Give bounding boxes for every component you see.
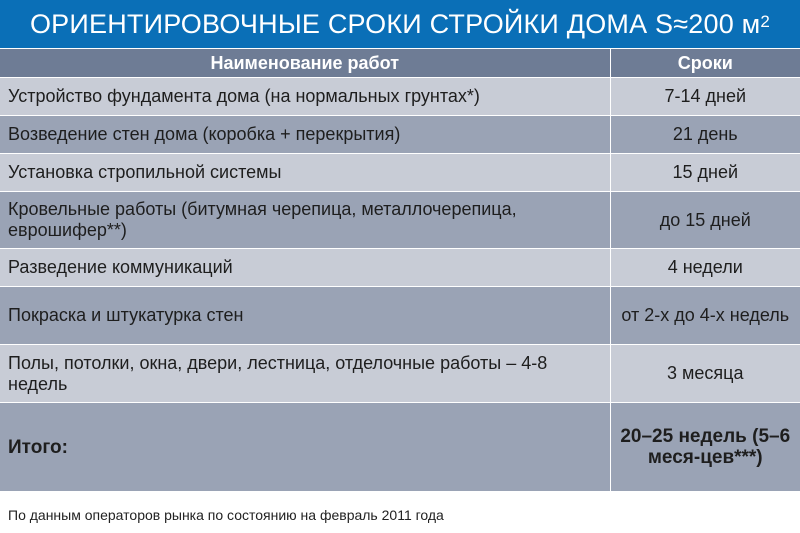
work-term: 21 день bbox=[610, 116, 800, 154]
table-row-total bbox=[0, 403, 800, 492]
total-label: Итого: bbox=[0, 403, 610, 492]
work-term: до 15 дней bbox=[610, 192, 800, 249]
work-name: Разведение коммуникаций bbox=[0, 249, 610, 287]
table-row bbox=[0, 116, 800, 154]
work-term: 7-14 дней bbox=[610, 78, 800, 116]
work-term: 3 месяца bbox=[610, 345, 800, 403]
page-title-superscript: 2 bbox=[760, 12, 771, 31]
work-name: Устройство фундамента дома (на нормальных грунтах*) bbox=[0, 78, 610, 116]
work-name: Полы, потолки, окна, двери, лестница, отделочные работы – 4-8 недель bbox=[0, 345, 610, 403]
column-header-name: Наименование работ bbox=[0, 49, 610, 78]
footnote: По данным операторов рынка по состоянию на февраль 2011 года bbox=[8, 507, 444, 523]
column-header-term: Сроки bbox=[610, 49, 800, 78]
table-row bbox=[0, 249, 800, 287]
total-term: 20–25 недель (5–6 меся-цев***) bbox=[610, 403, 800, 492]
work-name: Покраска и штукатурка стен bbox=[0, 287, 610, 345]
work-name: Возведение стен дома (коробка + перекрытия) bbox=[0, 116, 610, 154]
work-name: Кровельные работы (битумная черепица, металлочерепица, еврошифер**) bbox=[0, 192, 610, 249]
page-title-text: ОРИЕНТИРОВОЧНЫЕ СРОКИ СТРОЙКИ ДОМА S≈200 м bbox=[29, 8, 761, 39]
table-header-row bbox=[0, 49, 800, 78]
table-row bbox=[0, 78, 800, 116]
table-row bbox=[0, 287, 800, 345]
table-row bbox=[0, 192, 800, 249]
work-term: 4 недели bbox=[610, 249, 800, 287]
work-term: 15 дней bbox=[610, 154, 800, 192]
table-row bbox=[0, 154, 800, 192]
work-term: от 2-х до 4-х недель bbox=[610, 287, 800, 345]
table-row bbox=[0, 345, 800, 403]
work-name: Установка стропильной системы bbox=[0, 154, 610, 192]
page-title bbox=[0, 0, 800, 48]
works-table bbox=[0, 49, 800, 492]
